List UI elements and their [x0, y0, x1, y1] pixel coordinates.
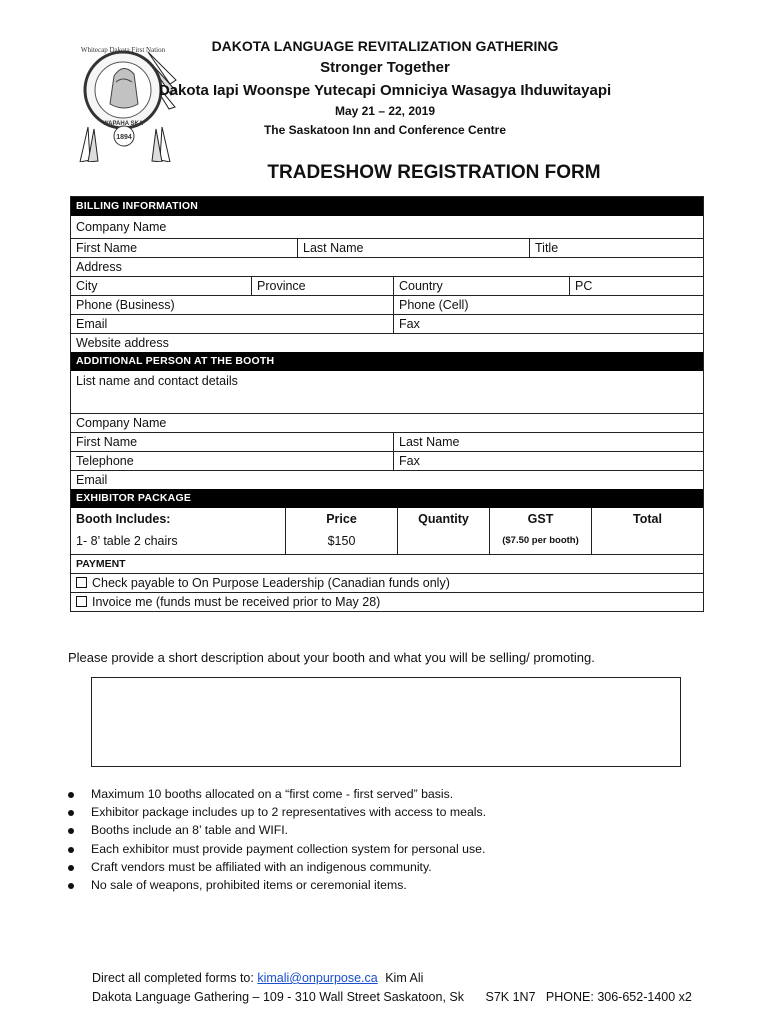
list-item	[64, 876, 486, 894]
bullet-icon	[68, 810, 74, 816]
logo-bottom-text: WAPAHA SKA	[102, 121, 144, 127]
billing-country-field[interactable]	[393, 277, 569, 295]
footer-address-text: Dakota Language Gathering – 109 - 310 Wall Street Saskatoon, Sk	[92, 990, 464, 1004]
billing-city-field[interactable]	[71, 277, 251, 295]
bullet-text: Maximum 10 booths allocated on a “first come - first served” basis.	[91, 787, 454, 801]
additional-company-row[interactable]	[71, 414, 703, 433]
bullet-icon	[68, 792, 74, 798]
package-quantity-header: Quantity	[418, 512, 469, 526]
payment-option-invoice	[71, 593, 703, 611]
list-item	[64, 803, 486, 821]
billing-phone-cell-field[interactable]	[393, 296, 703, 314]
additional-fax-label: Fax	[399, 454, 420, 468]
logo-year: 1894	[116, 134, 132, 141]
billing-email-label: Email	[76, 317, 108, 331]
billing-fax-field[interactable]	[393, 315, 703, 333]
additional-telephone-label: Telephone	[76, 454, 134, 468]
additional-phone-row	[71, 452, 703, 471]
billing-company-label: Company Name	[76, 220, 167, 234]
additional-list-label: List name and contact details	[76, 374, 238, 388]
billing-address-label: Address	[76, 260, 122, 274]
payment-option-check-cell	[71, 574, 703, 592]
package-quantity-field[interactable]	[397, 508, 489, 554]
footer-contact-name: Kim Ali	[385, 971, 424, 985]
additional-email-label: Email	[76, 473, 108, 487]
event-date: May 21 – 22, 2019	[334, 104, 436, 118]
payment-option-check-label: Check payable to On Purpose Leadership (Canadian funds only)	[92, 576, 450, 590]
logo-top-text: Whitecap Dakota First Nation	[80, 46, 166, 54]
bullet-icon	[68, 883, 74, 889]
event-title: DAKOTA LANGUAGE REVITALIZATION GATHERING	[211, 38, 559, 54]
bullet-icon	[68, 865, 74, 871]
package-price-col	[285, 508, 397, 554]
billing-header: BILLING INFORMATION	[71, 197, 703, 216]
footer-postal-phone: S7K 1N7 PHONE: 306-652-1400 x2	[485, 990, 692, 1004]
payment-header: PAYMENT	[71, 555, 703, 574]
bullet-text: Booths include an 8’ table and WIFI.	[91, 823, 289, 838]
billing-city-row	[71, 277, 703, 296]
package-booth-header: Booth Includes:	[76, 512, 171, 526]
list-item	[64, 785, 486, 803]
list-item	[64, 858, 486, 876]
billing-city-label: City	[76, 279, 98, 293]
bullet-icon	[68, 847, 74, 853]
package-total-header: Total	[633, 512, 662, 526]
billing-website-label: Website address	[76, 336, 169, 350]
payment-option-check	[71, 574, 703, 593]
billing-phone-business-field[interactable]	[71, 296, 393, 314]
payment-invoice-checkbox[interactable]	[76, 596, 87, 607]
footer-email-link[interactable]: kimali@onpurpose.ca	[257, 971, 378, 985]
payment-check-checkbox[interactable]	[76, 577, 87, 588]
billing-website-row[interactable]	[71, 334, 703, 352]
package-booth-desc: 1- 8’ table 2 chairs	[76, 534, 178, 548]
additional-telephone-field[interactable]	[71, 452, 393, 470]
billing-province-field[interactable]	[251, 277, 393, 295]
package-gst-note: ($7.50 per booth)	[502, 535, 579, 546]
package-booth-col	[71, 508, 285, 554]
additional-list-row[interactable]	[71, 371, 703, 414]
list-item	[64, 821, 486, 839]
list-item	[64, 840, 486, 858]
footer-direct-label: Direct all completed forms to:	[92, 971, 254, 985]
payment-option-invoice-cell	[71, 593, 703, 611]
billing-phone-cell-label: Phone (Cell)	[399, 298, 469, 312]
description-textarea[interactable]	[91, 677, 681, 767]
billing-company-row[interactable]	[71, 216, 703, 239]
package-header: EXHIBITOR PACKAGE	[71, 489, 703, 508]
billing-pc-field[interactable]	[569, 277, 703, 295]
event-dakota-title: Dakota Iapi Woonspe Yutecapi Omniciya Wasagya Ihduwitayapi	[158, 82, 612, 99]
form-title: TRADESHOW REGISTRATION FORM	[267, 162, 601, 183]
billing-fax-label: Fax	[399, 317, 420, 331]
billing-last-name-label: Last Name	[303, 241, 364, 255]
footer-address	[92, 990, 692, 1004]
registration-form	[70, 196, 704, 612]
additional-first-name-label: First Name	[76, 435, 138, 449]
billing-first-name-label: First Name	[76, 241, 138, 255]
package-price-header: Price	[326, 512, 357, 526]
additional-last-name-label: Last Name	[399, 435, 460, 449]
billing-address-row[interactable]	[71, 258, 703, 277]
bullet-icon	[68, 828, 74, 834]
additional-company-label: Company Name	[76, 416, 167, 430]
additional-name-row	[71, 433, 703, 452]
additional-first-name-field[interactable]	[71, 433, 393, 451]
billing-name-row	[71, 239, 703, 258]
package-gst-col	[489, 508, 591, 554]
billing-email-row	[71, 315, 703, 334]
description-prompt: Please provide a short description about your booth and what you will be selling/ promoting.	[68, 650, 595, 665]
additional-fax-field[interactable]	[393, 452, 703, 470]
additional-last-name-field[interactable]	[393, 433, 703, 451]
billing-title-label: Title	[535, 241, 559, 255]
payment-option-invoice-label: Invoice me (funds must be received prior to May 28)	[92, 595, 381, 609]
billing-phone-row	[71, 296, 703, 315]
additional-email-row[interactable]	[71, 471, 703, 489]
package-price-value: $150	[327, 534, 356, 548]
bullet-text: Craft vendors must be affiliated with an indigenous community.	[91, 859, 432, 874]
additional-header: ADDITIONAL PERSON AT THE BOOTH	[71, 352, 703, 371]
billing-country-label: Country	[399, 279, 443, 293]
info-bullets	[64, 785, 486, 894]
bullet-text: Exhibitor package includes up to 2 representatives with access to meals.	[91, 805, 487, 820]
billing-pc-label: PC	[575, 279, 593, 293]
billing-title-field[interactable]	[529, 239, 703, 257]
billing-first-name-field[interactable]	[71, 239, 297, 257]
package-table	[71, 508, 703, 555]
billing-email-field[interactable]	[71, 315, 393, 333]
billing-province-label: Province	[257, 279, 306, 293]
package-total-field[interactable]	[591, 508, 703, 554]
package-gst-header: GST	[527, 512, 554, 526]
bullet-text: Each exhibitor must provide payment collection system for personal use.	[91, 841, 486, 856]
footer-contact	[92, 971, 423, 985]
billing-last-name-field[interactable]	[297, 239, 529, 257]
billing-phone-business-label: Phone (Business)	[76, 298, 175, 312]
bullet-text: No sale of weapons, prohibited items or ceremonial items.	[91, 877, 407, 892]
event-venue: The Saskatoon Inn and Conference Centre	[263, 123, 507, 137]
event-subtitle: Stronger Together	[320, 59, 450, 76]
